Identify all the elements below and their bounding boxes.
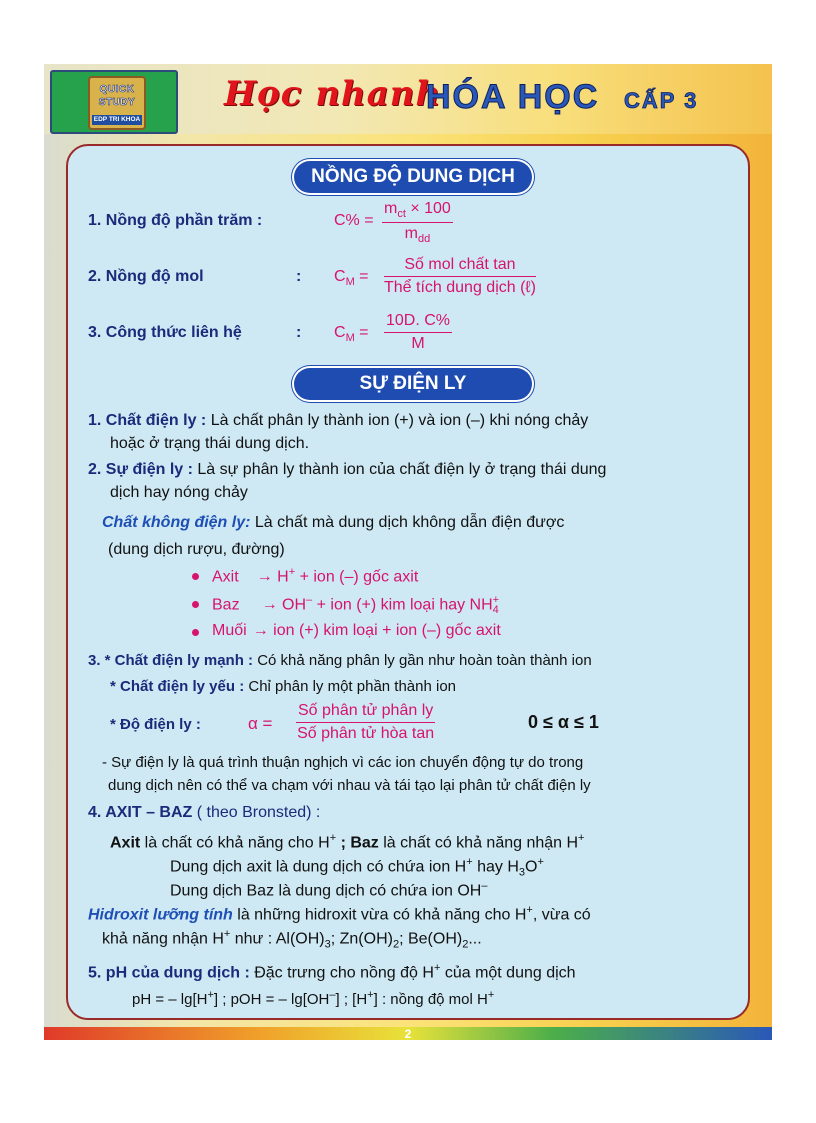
nonelectrolyte-line1: Chất không điện ly: Là chất mà dung dịch không dẫn điện được (102, 514, 565, 531)
title-main: HÓA HỌC (426, 78, 600, 116)
bullet-acid: Axit → H+ + ion (–) gốc axit (212, 566, 419, 586)
para-4-line1: Axit là chất có khả năng cho H+ ; Baz là chất có khả năng nhận H+ (110, 832, 585, 852)
bullet-dot (192, 601, 199, 608)
para-3-strong: 3. * Chất điện ly mạnh : Có khả năng phân ly gần như hoàn toàn thành ion (88, 652, 592, 669)
para-5-heading: 5. pH của dung dịch : Đặc trưng cho nồng độ H+ của một dung dịch (88, 962, 576, 982)
bullet-dot (192, 629, 199, 636)
formula-lhs-3: $C_M$ = (334, 324, 369, 345)
para-3-weak: * Chất điện ly yếu : Chỉ phân ly một phần thành ion (110, 678, 457, 695)
title-script: Học nhanh (224, 74, 442, 114)
amphoteric-line2: khả năng nhận H+ như : $Al(OH)_3$; $Zn(OH)_2$; $Be(OH)_2$... (102, 928, 482, 951)
formula-lhs-2: $C_M$ = (334, 268, 369, 289)
formula-fraction-2: Số mol chất tan Thể tích dung dịch (ℓ) (384, 256, 536, 296)
formula-colon-3: : (296, 324, 302, 341)
para-4-line3: Dung dịch Baz là dung dịch có chứa ion OH– (170, 880, 488, 900)
page-number: 2 (404, 1027, 412, 1040)
nonelectrolyte-line2: (dung dịch rượu, đường) (108, 541, 285, 558)
ionization-degree-label: * Độ điện ly : (110, 716, 201, 733)
formula-fraction-3: $\frac{10D. C\%}{M}$ (386, 312, 451, 352)
para-4-line2: Dung dịch axit là dung dịch có chứa ion H+ hay $H_3O^+$ (170, 856, 544, 879)
formula-label-2: 2. Nồng độ mol (88, 268, 204, 285)
logo-footer: EDP TRI KHOA (93, 116, 141, 123)
bullet-salt: Muối → ion (+) kim loại + ion (–) gốc axit (212, 622, 501, 639)
logo-book-icon (88, 76, 146, 130)
alpha-fraction: Số phân tử phân ly Số phân tử hòa tan (297, 702, 435, 742)
para-2-line2: dịch hay nóng chảy (110, 484, 248, 501)
section-title-electrolysis: SỰ ĐIỆN LY (294, 368, 532, 400)
logo-line1: QUICK (99, 84, 135, 95)
formula-fraction-1: $m_{ct} \times 100$ $m_{dd}$ (384, 200, 451, 246)
alpha-lhs: α = (248, 714, 273, 733)
para-2-line1: 2. Sự điện ly : Là sự phân ly thành ion của chất điện ly ở trạng thái dung (88, 461, 607, 478)
alpha-range: 0 ≤ α ≤ 1 (528, 712, 599, 732)
para-1-line1: 1. Chất điện ly : Là chất phân ly thành ion (+) và ion (–) khi nóng chảy (88, 412, 589, 429)
formula-colon-2: : (296, 268, 302, 285)
para-3-note-line1: - Sự điện ly là quá trình thuận nghịch vì các ion chuyển động tự do trong (102, 754, 584, 771)
logo-line2: STUDY (98, 97, 136, 108)
amphoteric-line1: Hidroxit lưỡng tính là những hidroxit vừa có khả năng cho H+, vừa có (88, 904, 591, 924)
header-banner (44, 64, 772, 134)
content-panel (66, 144, 750, 1020)
ph-formulas: pH = – lg[H+] ; pOH = – lg[OH–] ; [H+] : nồng độ mol H+ (132, 989, 495, 1008)
para-4-heading: 4. AXIT – BAZ ( theo Bronsted) : (88, 804, 321, 821)
quick-study-logo (50, 70, 178, 134)
title-level: CẤP 3 (624, 88, 699, 113)
bullet-dot (192, 573, 199, 580)
bullet-base: Baz → OH– + ion (+) kim loại hay NH + 4 (212, 594, 500, 617)
para-3-note-line2: dung dịch nên có thể va chạm với nhau và tái tạo lại phân tử chất điện ly (108, 777, 591, 794)
page (44, 64, 772, 1040)
formula-label-1: 1. Nồng độ phần trăm : (88, 212, 263, 229)
section-title-concentration: NỒNG ĐỘ DUNG DỊCH (294, 161, 532, 193)
formula-label-3: 3. Công thức liên hệ (88, 324, 242, 341)
formula-lhs-1: C% = (334, 212, 374, 229)
para-1-line2: hoặc ở trạng thái dung dịch. (110, 435, 310, 452)
